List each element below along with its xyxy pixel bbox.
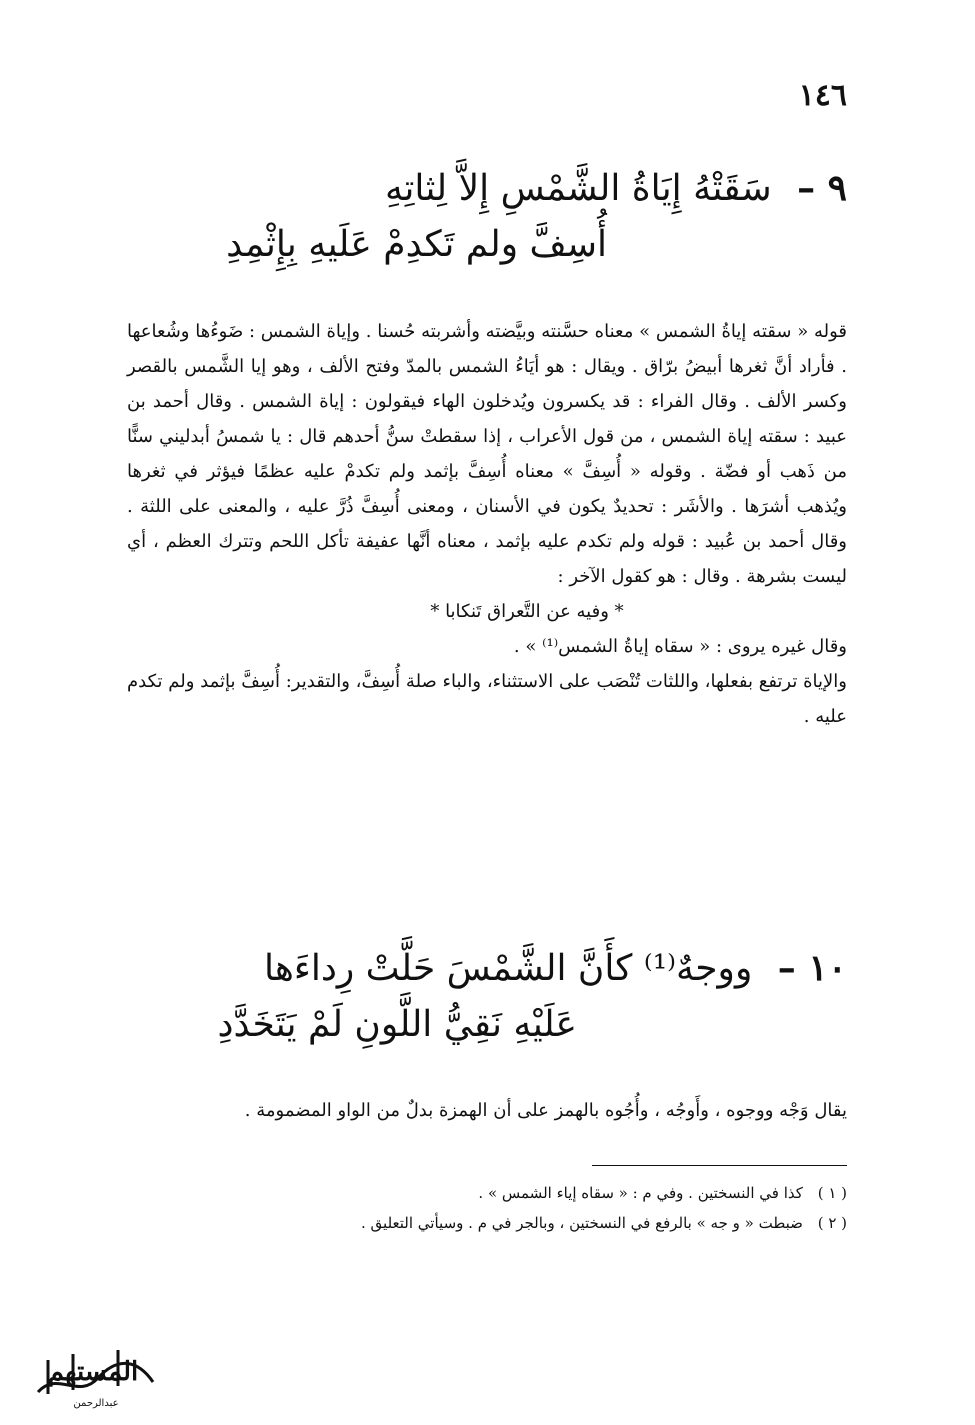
verse-10-line1: ووجهٌ⁽¹⁾ كأَنَّ الشَّمْسَ حَلَّتْ رِداءَها [263, 948, 753, 989]
commentary-9-paragraph: قوله « سقته إياةُ الشمس » معناه حسَّنته وبيَّضته وأشربته حُسنا . وإياة الشمس : ضَوءُها وشُعاعها . فأراد أنَّ ثغرها أبيضُ برّاق . ويقال : هو أيَاءُ الشمس بالمدّ وفتح الألف ، وهو إيا الشَّمس بالقصر وكسر الألف . وقال الفراء : قد يكسرون ويُدخلون الهاء فيقولون : إياة الشمس . وقال أحمد بن عبيد : سقته إياة الشمس ، من قول الأعراب ، إذا سقطتْ سنُّ أحدهم قال : يا شمسُ أبدليني سنًّا من ذَهب أو فضّة . وقوله « أُسِفَّ » معناه أُسِفَّ بإثمد ولم تكدمْ عليه عظمًا فيؤثر في ثغرها ويُذهب أشرَها . والأشَر : تحديدٌ يكون في الأسنان ، ومعنى أُسِفَّ ذُرَّ عليه ، والمعنى على اللثة . وقال أحمد بن عُبيد : قوله ولم تكدم عليه بإثمد ، معناه أنَّها عفيفة تأكل اللحم وتترك العظم ، أي ليست بشرهة . وقال : هو كقول الآخر : [127, 321, 847, 587]
verse-10-number: ١٠ – [777, 947, 847, 989]
quoted-verse: * وفيه عن التَّعراق تَنكابا * [430, 601, 624, 622]
commentary-10-paragraph: يقال وَجْه ووجوه ، وأَوجُه ، وأُجُوه بالهمز على أن الهمزة بدلٌ من الواو المضمومة . [244, 1100, 847, 1121]
footnote-1-text: كذا في النسختين . وفي م : « سقاه إياء الشمس » . [478, 1184, 803, 1202]
verse-9-second-hemistich: أُسِفَّ ولم تَكدِمْ عَلَيهِ بِإِثْمِدِ [226, 224, 607, 265]
verse-10 [120, 940, 847, 1053]
footnote-2-text: ضبطت « و جه » بالرفع في النسختين ، وبالجر في م . وسيأتي التعليق . [361, 1214, 803, 1232]
verse-10-first-hemistich [120, 940, 847, 997]
verse-9 [120, 160, 847, 273]
other-narration: وقال غيره يروى : « سقاه إياةُ الشمس⁽¹⁾ » . [513, 636, 847, 657]
page-number: ١٤٦ [798, 78, 847, 113]
grammar-note: والإياة ترتفع بفعلها، واللثات تُنْصَب على الاستثناء، والباء صلة أُسِفَّ، والتقدير: أُسِفَّ بإثمد ولم تكدم عليه . [127, 671, 847, 727]
footnote-divider [592, 1165, 847, 1166]
footnote-1-mark: ( ١ ) [817, 1184, 847, 1202]
verse-9-number: ٩ – [797, 167, 847, 209]
library-stamp-logo [18, 1330, 168, 1412]
commentary-9 [127, 314, 847, 734]
verse-10-second-hemistich: عَلَيْهِ نَقِيُّ اللَّونِ لَمْ يَتَخَدَّدِ [217, 1004, 577, 1045]
footnote-2 [127, 1208, 847, 1238]
commentary-10 [127, 1093, 847, 1128]
footnotes [127, 1178, 847, 1238]
verse-9-line1: سَقَتْهُ إِيَاةُ الشَّمْسِ إِلاَّ لِثاتِهِ [385, 168, 772, 209]
stamp-sub-text: عبدالرحمن [73, 1398, 119, 1409]
footnote-1 [127, 1178, 847, 1208]
stamp-main-text: المستهم [47, 1357, 139, 1387]
footnote-2-mark: ( ٢ ) [817, 1214, 847, 1232]
verse-9-first-hemistich [120, 160, 847, 217]
